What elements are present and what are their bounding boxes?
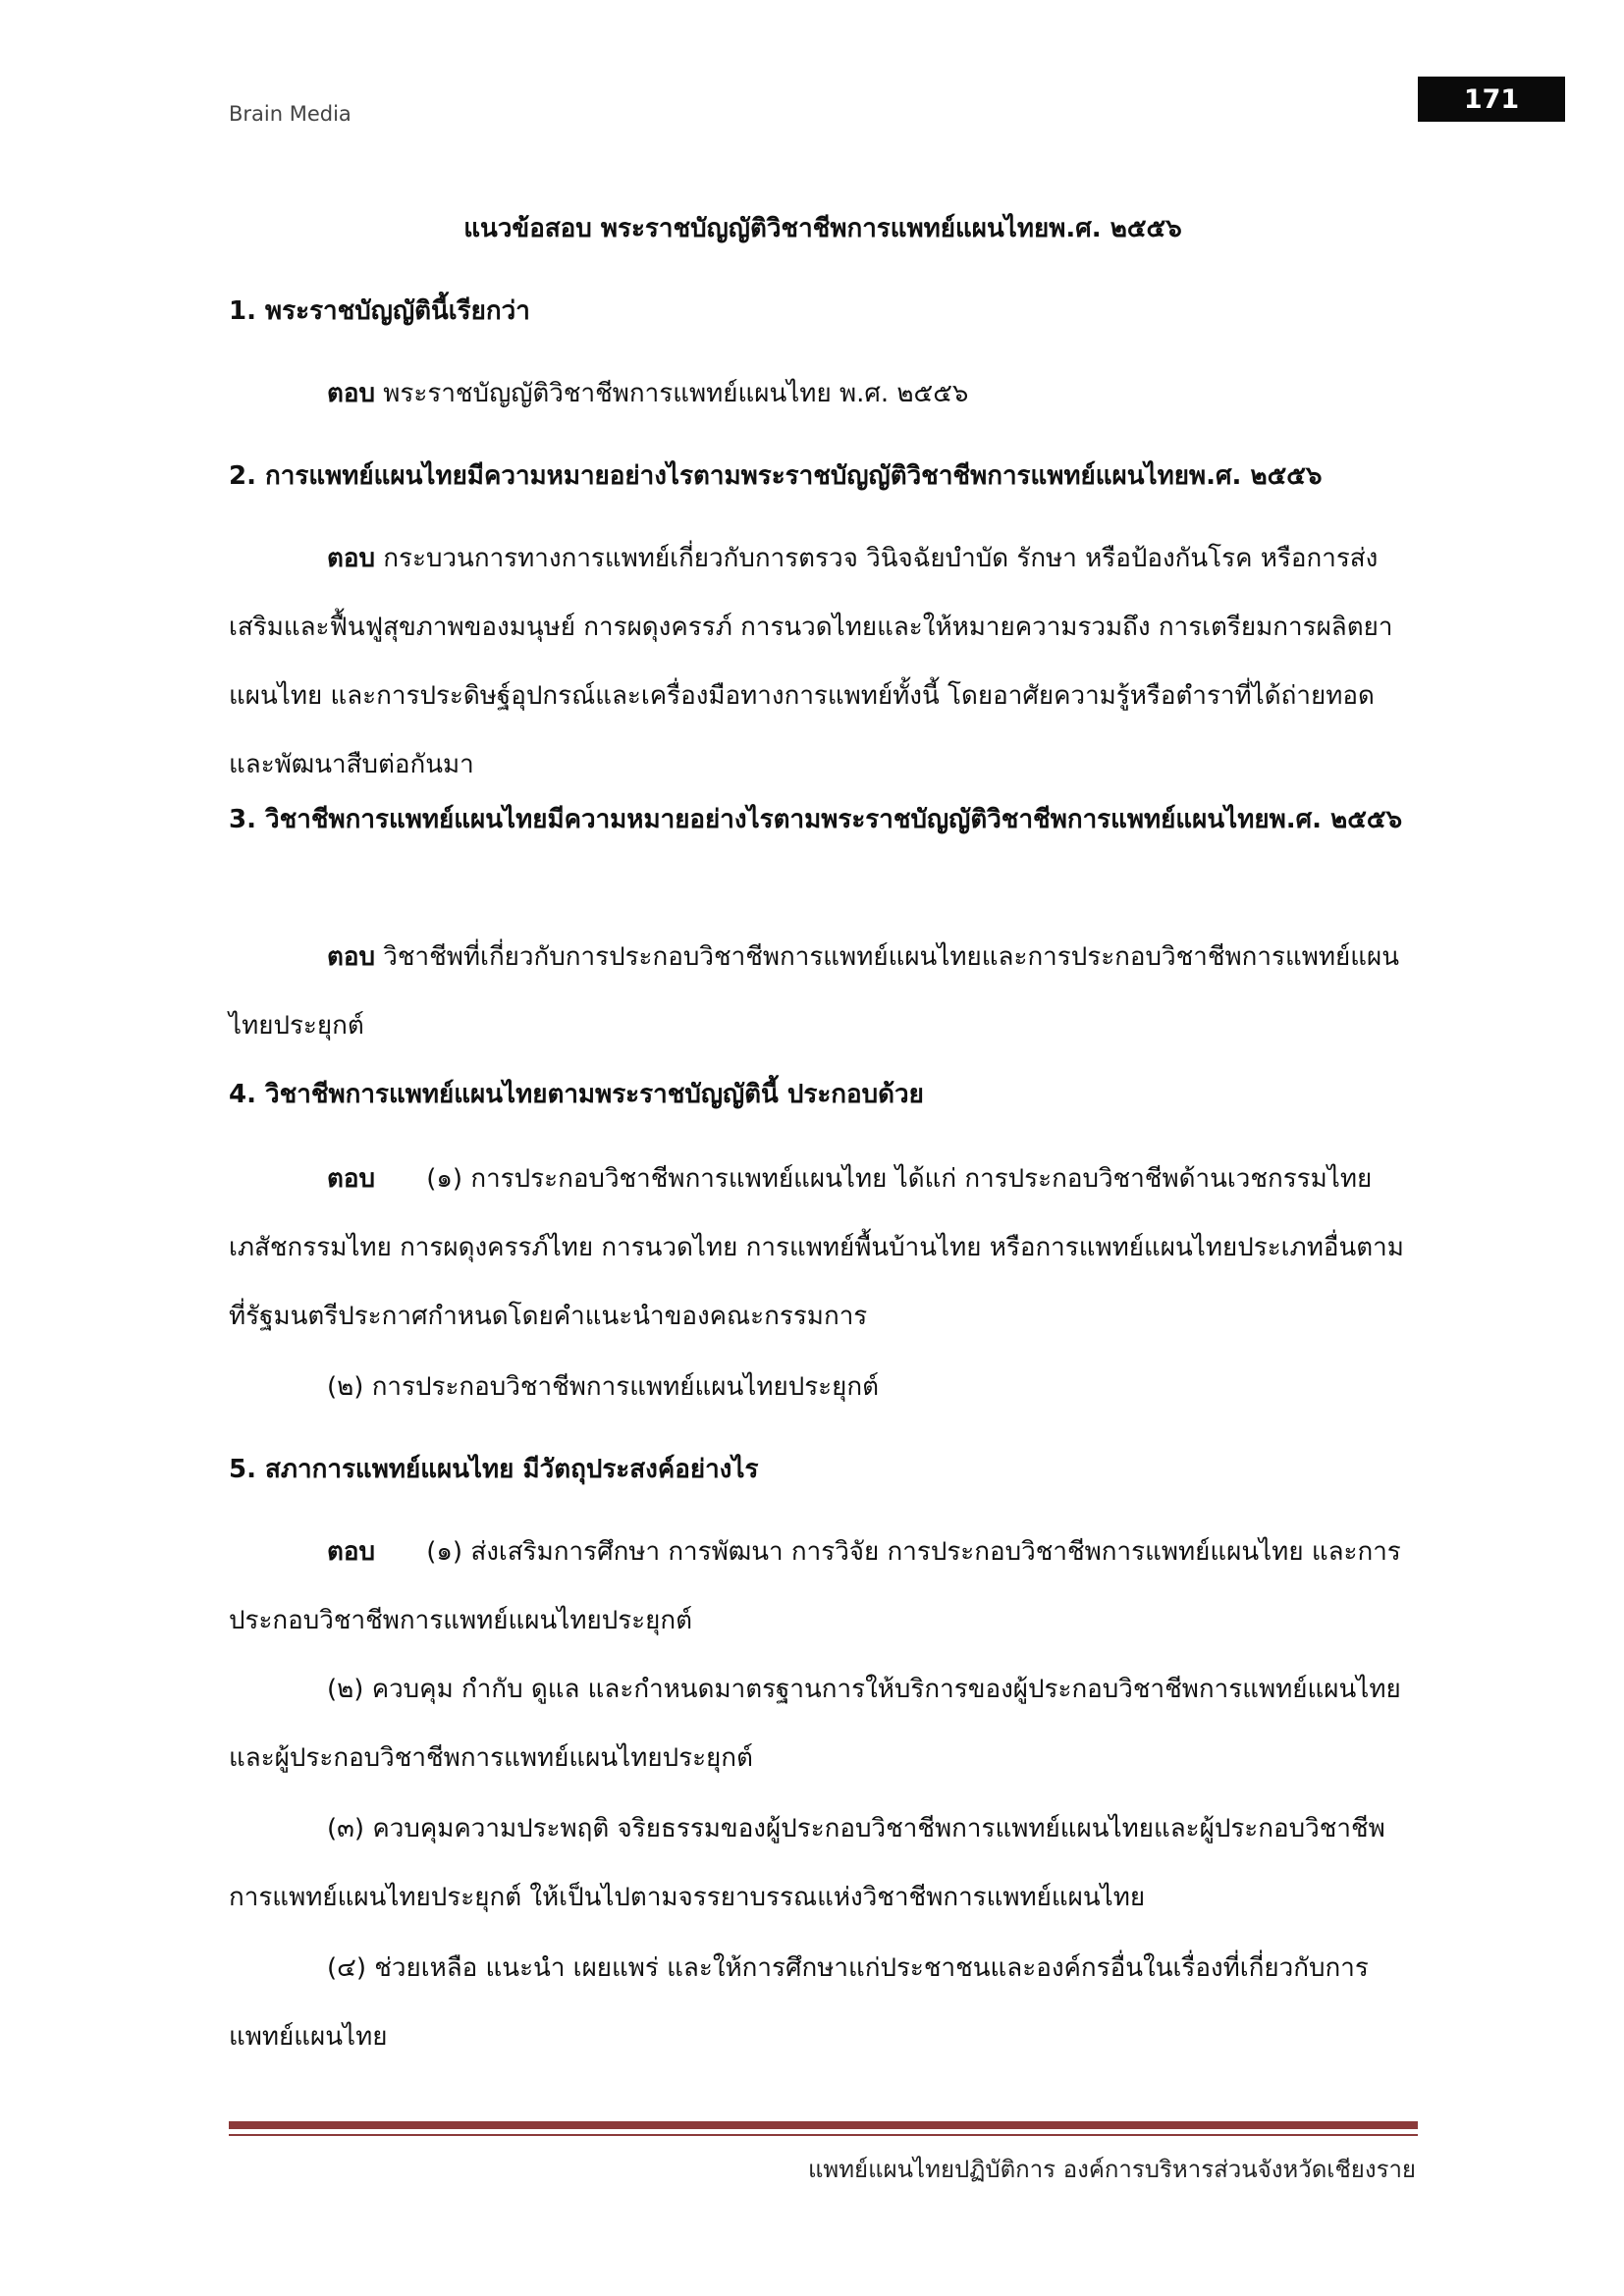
answer-text: (๒) ควบคุม กำกับ ดูแล และกำหนดมาตรฐานการให้บริการของผู้ประกอบวิชาชีพการแพทย์แผนไทยและผู้ประกอบวิชาชีพการแพทย์แผนไทยประยุกต์ (229, 1675, 1401, 1773)
answer-text: วิชาชีพที่เกี่ยวกับการประกอบวิชาชีพการแพทย์แผนไทยและการประกอบวิชาชีพการแพทย์แผนไทยประยุกต์ (229, 942, 1400, 1041)
answer-label: ตอบ (327, 942, 376, 972)
answer-text: (๑) การประกอบวิชาชีพการแพทย์แผนไทย ได้แก่ การประกอบวิชาชีพด้านเวชกรรมไทย เภสัชกรรมไทย การผดุงครรภ์ไทย การนวดไทย การแพทย์พื้นบ้านไทย หรือการแพทย์แผนไทยประเภทอื่นตามที่รัฐมนตรีประกาศกำหนดโดยคำแนะนำของคณะกรรมการ (229, 1164, 1404, 1331)
footer-text: แพทย์แผนไทยปฏิบัติการ องค์การบริหารส่วนจังหวัดเชียงราย (807, 2156, 1416, 2183)
answer-label: ตอบ (327, 544, 376, 573)
answer-5-1 (229, 1518, 1417, 1655)
answer-text: (๔) ช่วยเหลือ แนะนำ เผยแพร่ และให้การศึกษาแก่ประชาชนและองค์กรอื่นในเรื่องที่เกี่ยวกับการแพทย์แผนไทย (229, 1953, 1369, 2052)
question-4: 4. วิชาชีพการแพทย์แผนไทยตามพระราชบัญญัตินี้ ประกอบด้วย (229, 1080, 924, 1109)
answer-text: พระราชบัญญัติวิชาชีพการแพทย์แผนไทย พ.ศ. ๒๕๕๖ (383, 379, 969, 408)
answer-3 (229, 923, 1417, 1060)
answer-4-1 (229, 1145, 1417, 1351)
question-2: 2. การแพทย์แผนไทยมีความหมายอย่างไรตามพระราชบัญญัติวิชาชีพการแพทย์แผนไทยพ.ศ. ๒๕๕๖ (229, 461, 1323, 491)
answer-1 (229, 359, 1417, 428)
answer-label: ตอบ (327, 1164, 376, 1194)
question-5: 5. สภาการแพทย์แผนไทย มีวัตถุประสงค์อย่างไร (229, 1455, 759, 1484)
answer-5-4 (229, 1934, 1417, 2071)
footer-rule-thin (229, 2134, 1418, 2136)
brand-label: Brain Media (229, 102, 352, 126)
answer-text: กระบวนการทางการแพทย์เกี่ยวกับการตรวจ วินิจฉัยบำบัด รักษา หรือป้องกันโรค หรือการส่งเสริมและฟื้นฟูสุขภาพของมนุษย์ การผดุงครรภ์ การนวดไทยและให้หมายความรวมถึง การเตรียมการผลิตยาแผนไทย และการประดิษฐ์อุปกรณ์และเครื่องมือทางการแพทย์ทั้งนี้ โดยอาศัยความรู้หรือตำราที่ได้ถ่ายทอดและพัฒนาสืบต่อกันมา (229, 544, 1393, 779)
answer-text: (๒) การประกอบวิชาชีพการแพทย์แผนไทยประยุกต์ (327, 1372, 880, 1402)
answer-label: ตอบ (327, 379, 376, 408)
question-3: 3. วิชาชีพการแพทย์แผนไทยมีความหมายอย่างไรตามพระราชบัญญัติวิชาชีพการแพทย์แผนไทยพ.ศ. ๒๕๕๖ (229, 805, 1403, 834)
answer-text: (๑) ส่งเสริมการศึกษา การพัฒนา การวิจัย การประกอบวิชาชีพการแพทย์แผนไทย และการประกอบวิชาชีพการแพทย์แผนไทยประยุกต์ (229, 1537, 1401, 1635)
page-number: 171 (1418, 77, 1565, 122)
answer-5-3 (229, 1794, 1417, 1932)
answer-2 (229, 524, 1417, 799)
answer-label: ตอบ (327, 1537, 376, 1567)
answer-text: (๓) ควบคุมความประพฤติ จริยธรรมของผู้ประกอบวิชาชีพการแพทย์แผนไทยและผู้ประกอบวิชาชีพการแพทย์แผนไทยประยุกต์ ให้เป็นไปตามจรรยาบรรณแห่งวิชาชีพการแพทย์แผนไทย (229, 1814, 1385, 1912)
question-1: 1. พระราชบัญญัตินี้เรียกว่า (229, 296, 530, 326)
footer-rule-thick (229, 2121, 1418, 2129)
page-title: แนวข้อสอบ พระราชบัญญัติวิชาชีพการแพทย์แผนไทยพ.ศ. ๒๕๕๖ (463, 214, 1182, 243)
answer-5-2 (229, 1655, 1417, 1792)
answer-4-2 (229, 1353, 1417, 1421)
